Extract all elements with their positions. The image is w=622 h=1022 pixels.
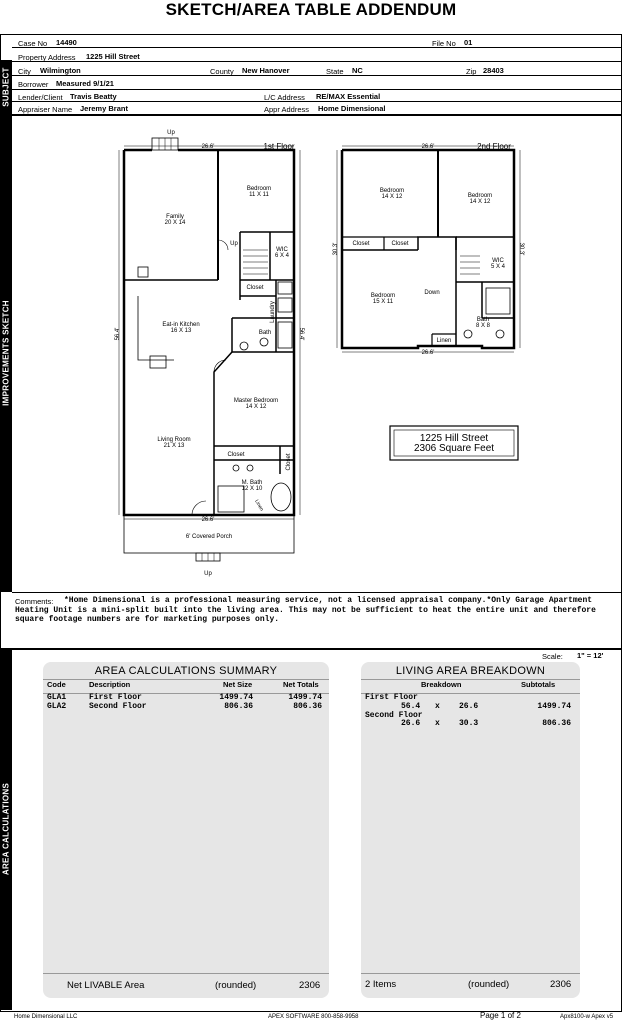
porch-label: 6' Covered Porch: [185, 534, 233, 540]
net-rounded-label: (rounded): [215, 980, 257, 991]
property-address-label: Property Address: [18, 53, 76, 62]
dim-floor2-left: 30.3': [333, 242, 339, 256]
col-code: Code: [47, 680, 66, 689]
bd-row1-x: x: [435, 702, 440, 711]
appraiser-value: Jeremy Brant: [80, 104, 128, 113]
up-label-front: Up: [167, 130, 175, 136]
appr-address-label: Appr Address: [264, 105, 310, 114]
bd-row2-b: 30.3: [459, 719, 479, 728]
closet2a-label: Closet: [352, 241, 370, 247]
bedroom2c-label: Bedroom: [370, 293, 396, 299]
wic2-size: 5 X 4: [490, 264, 506, 270]
scale-label: Scale:: [542, 652, 563, 661]
state-label: State: [326, 67, 344, 76]
county-value: New Hanover: [242, 66, 290, 75]
row2-code: GLA2: [47, 702, 67, 711]
footer-company: Home Dimensional LLC: [14, 1014, 78, 1020]
subject-side-label: SUBJECT: [0, 60, 12, 114]
state-value: NC: [352, 66, 363, 75]
eatin-label: Eat-in Kitchen: [162, 322, 200, 328]
row2-desc: Second Floor: [89, 702, 147, 711]
county-label: County: [210, 67, 234, 76]
comments-text: [15, 596, 621, 625]
bedroom2b-label: Bedroom: [467, 193, 493, 199]
bd-row2-x: x: [435, 719, 440, 728]
closet2b-label: Closet: [391, 241, 409, 247]
appraiser-label: Appraiser Name: [18, 105, 73, 114]
row1-size: 1499.74: [219, 693, 253, 702]
bd-floor2-label: Second Floor: [365, 711, 423, 720]
row2-total: 806.36: [293, 702, 322, 711]
bedroom1-label: Bedroom: [246, 186, 272, 192]
dim-floor2-bottom: 26.6': [421, 350, 435, 356]
lender-label: Lender/Client: [18, 93, 63, 102]
mbath-size: 12 X 10: [241, 486, 263, 492]
col-net-size: Net Size: [223, 680, 253, 689]
bath2-label: Bath: [476, 317, 490, 323]
scale-value: 1" = 12': [577, 651, 604, 660]
borrower-value: Measured 9/1/21: [56, 79, 114, 88]
dim-floor2-right: 30.3': [518, 242, 524, 256]
up-label-stairs: Up: [230, 241, 238, 247]
items-rounded-label: (rounded): [468, 979, 510, 990]
net-livable-value: 2306: [299, 980, 321, 991]
linen2-label: Linen: [436, 338, 452, 344]
items-count: 2 Items: [365, 979, 397, 990]
comments-label: Comments:: [15, 597, 54, 606]
items-total-value: 2306: [550, 979, 572, 990]
appr-address-value: Home Dimensional: [318, 104, 386, 113]
closet-master-label: Closet: [227, 452, 245, 458]
case-no-value: 14490: [56, 38, 77, 47]
area-summary-panel: [43, 662, 329, 998]
floor2-label: 2nd Floor: [477, 142, 511, 151]
lc-address-label: L/C Address: [264, 93, 305, 102]
comments-line1: *Home Dimensional is a professional measuring service, not a licensed appraisal company.*Only Garage Apartment: [64, 596, 593, 605]
mbath-label: M. Bath: [241, 480, 263, 486]
up-label-porch: Up: [204, 571, 212, 577]
col-subtotals: Subtotals: [521, 680, 556, 689]
linen1-label: Linen: [253, 498, 265, 513]
bedroom2c-size: 15 X 11: [372, 299, 394, 305]
area-side-label: AREA CALCULATIONS: [0, 648, 12, 1010]
bd-floor1-label: First Floor: [365, 693, 418, 702]
col-description: Description: [89, 680, 131, 689]
down-label: Down: [424, 290, 440, 296]
footer-form: Apx8100-w Apex v5: [560, 1014, 614, 1020]
dim-floor1-right: 56.4': [298, 327, 304, 341]
wic1-label: WIC: [276, 247, 288, 253]
sketch-side-label: IMPROVEMENTS SKETCH: [0, 114, 12, 592]
bath1-label: Bath: [258, 330, 272, 336]
area-summary-title: AREA CALCULATIONS SUMMARY: [94, 665, 278, 677]
bedroom2a-label: Bedroom: [379, 188, 405, 194]
lender-value: Travis Beatty: [70, 92, 117, 101]
family-size: 20 X 14: [164, 220, 186, 226]
row1-total: 1499.74: [288, 693, 322, 702]
city-value: Wilmington: [40, 66, 81, 75]
closet1-label: Closet: [246, 285, 264, 291]
breakdown-panel: [361, 662, 580, 998]
lc-address-value: RE/MAX Essential: [316, 92, 381, 101]
page-title: SKETCH/AREA TABLE ADDENDUM: [165, 0, 457, 19]
floor1-label: 1st Floor: [263, 142, 295, 151]
dim-floor1-left: 56.4': [115, 327, 121, 341]
comments-line3: square footage numbers are for marketing purposes only.: [15, 615, 280, 624]
bedroom1-size: 11 X 11: [249, 192, 269, 198]
bath2-size: 8 X 8: [475, 323, 491, 329]
breakdown-title: LIVING AREA BREAKDOWN: [395, 665, 546, 677]
case-no-label: Case No: [18, 39, 48, 48]
living-label: Living Room: [157, 437, 191, 443]
bd-row2-a: 26.6: [401, 719, 421, 728]
city-label: City: [18, 67, 31, 76]
address-box-line2: 2306 Square Feet: [413, 443, 495, 454]
address-box-line1: 1225 Hill Street: [419, 433, 489, 444]
comments-line2: Heating Unit is a mini-split built into the living area. This may not be sufficient to heat the entire unit and therefore: [15, 605, 596, 615]
address-box: [390, 426, 518, 460]
col-net-totals: Net Totals: [283, 680, 319, 689]
bd-row1-b: 26.6: [459, 702, 479, 711]
wic2-label: WIC: [492, 258, 504, 264]
footer-page: Page 1 of 2: [480, 1011, 521, 1020]
property-address-value: 1225 Hill Street: [86, 52, 140, 61]
bedroom2a-size: 14 X 12: [381, 194, 403, 200]
laundry-label: Laundry: [270, 301, 276, 323]
dim-floor1-bottom: 26.6': [201, 517, 215, 523]
borrower-label: Borrower: [18, 80, 49, 89]
bd-row1-a: 56.4: [401, 702, 421, 711]
bd-row1-sub: 1499.74: [537, 702, 571, 711]
wic1-size: 6 X 4: [274, 253, 290, 259]
footer-software: APEX SOFTWARE 800-858-9958: [268, 1014, 359, 1020]
row1-desc: First Floor: [89, 693, 142, 702]
row1-code: GLA1: [47, 693, 67, 702]
floor-plan-sketch: [0, 114, 622, 594]
bd-row2-sub: 806.36: [542, 719, 571, 728]
zip-value: 28403: [483, 66, 504, 75]
dim-floor2-top: 26.6': [421, 144, 435, 150]
bedroom2b-size: 14 X 12: [469, 199, 491, 205]
file-no-label: File No: [432, 39, 456, 48]
closet-master-side-label: Closet: [286, 453, 292, 471]
eatin-size: 16 X 13: [170, 328, 192, 334]
row2-size: 806.36: [224, 702, 253, 711]
col-breakdown: Breakdown: [421, 680, 462, 689]
master-size: 14 X 12: [245, 404, 267, 410]
living-size: 21 X 13: [163, 443, 185, 449]
family-label: Family: [166, 214, 184, 220]
zip-label: Zip: [466, 67, 477, 76]
net-livable-label: Net LIVABLE Area: [67, 980, 145, 991]
file-no-value: 01: [464, 38, 473, 47]
dim-floor1-top: 26.6': [201, 144, 215, 150]
master-label: Master Bedroom: [233, 398, 279, 404]
